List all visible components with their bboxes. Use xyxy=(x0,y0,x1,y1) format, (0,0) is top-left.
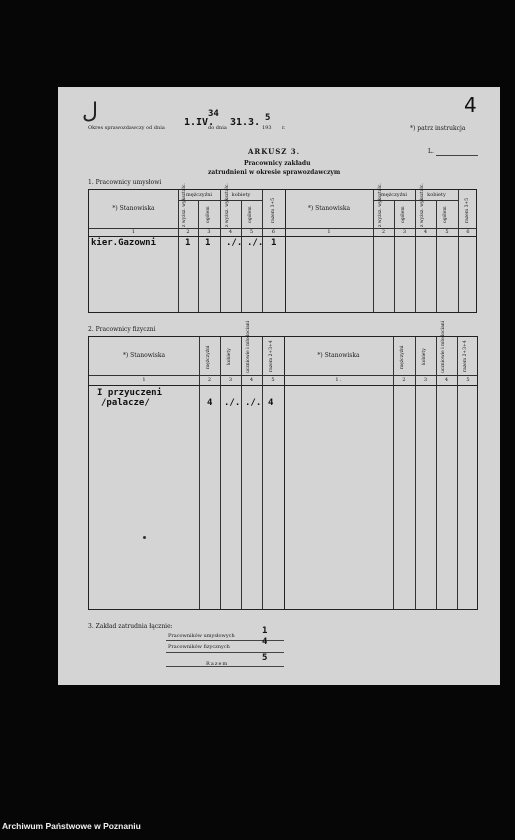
s1-col-trained-men-right: z wyższ. wykształc. xyxy=(378,183,383,227)
s2-colnum-left-1: 1 xyxy=(142,377,146,383)
year-suffix: 193 xyxy=(262,125,272,131)
s1-colnum-right-6: 6 xyxy=(466,229,470,235)
s1-col-positions-left: *) Stanowiska xyxy=(112,205,155,212)
s2-col-men-right: mężczyźni xyxy=(400,345,405,369)
s1-group-men-right: mężczyźni xyxy=(380,192,408,198)
s1-colnum-right-5: 5 xyxy=(445,229,449,235)
s1-col-total-men-left: ogółem xyxy=(206,206,211,223)
document-scan xyxy=(58,87,500,685)
s3-row2-value: 4 xyxy=(262,637,268,647)
period-from: 1.IV. xyxy=(184,117,215,128)
s2-colnum-right-1: 1 . xyxy=(335,377,342,383)
corner-mark-right: 4 xyxy=(464,93,477,117)
s2-col-men-left: mężczyźni xyxy=(206,345,211,369)
s3-row1-label: Pracowników umysłowych xyxy=(168,633,235,639)
s1-col-trained-women-left: z wyższ. wykształc. xyxy=(225,183,230,227)
period-from-sup: 34 xyxy=(208,109,219,119)
s1-group-men-left: mężczyźni xyxy=(185,192,213,198)
s3-total-value: 5 xyxy=(262,653,268,663)
year-r: r. xyxy=(282,125,286,131)
s2-row-c2: 4 xyxy=(207,398,213,408)
s2-row-c3: ./. xyxy=(224,398,241,408)
s3-total-label: Razem xyxy=(206,661,229,667)
period-to-sup: 5 xyxy=(265,113,271,123)
s2-row-c5: 4 xyxy=(268,398,274,408)
s2-col-sum-right: razem 2+3+4 xyxy=(463,340,468,372)
s1-row-position: kier.Gazowni xyxy=(91,238,157,248)
archive-footer: Archiwum Państwowe w Poznaniu xyxy=(2,821,141,831)
s2-colnum-left-5: 5 xyxy=(271,377,275,383)
white-collar-table xyxy=(88,183,477,313)
s2-row-position-line1: I przyuczeni xyxy=(97,388,163,398)
period-to-label: do dnia xyxy=(208,125,227,131)
sheet-title: ARKUSZ 3. xyxy=(248,147,301,156)
s1-colnum-left-5: 5 xyxy=(249,229,254,235)
s1-group-women-right: kobiety xyxy=(427,192,446,198)
s2-colnum-left-3: 3 xyxy=(228,377,233,383)
s2-col-sum-left: razem 2+3+4 xyxy=(269,340,274,372)
l-label: L. xyxy=(428,148,434,155)
s1-row-c5: ./. xyxy=(247,238,264,248)
s2-colnum-left-4: 4 xyxy=(249,377,254,383)
s1-col-trained-men-left: z wyższ. wykształc. xyxy=(182,183,187,227)
s2-colnum-left-2: 2 xyxy=(207,377,212,383)
s1-row-c3: 1 xyxy=(205,238,211,248)
s2-colnum-right-4: 4 xyxy=(444,377,449,383)
s1-colnum-right-4: 4 xyxy=(423,229,428,235)
period-to: 31.3. xyxy=(230,117,261,128)
s1-col-trained-women-right: z wyższ. wykształc. xyxy=(420,183,425,227)
title-line2: zatrudnieni w okresie sprawozdawczym xyxy=(208,169,341,176)
s3-row2-label: Pracowników fizycznych xyxy=(168,644,230,650)
s1-colnum-left-2: 2 xyxy=(186,229,190,235)
s2-colnum-right-3: 3 xyxy=(423,377,428,383)
s1-colnum-left-6: 6 xyxy=(271,229,276,235)
section2-title: 2. Pracownicy fizyczni xyxy=(88,326,156,333)
s2-col-positions-right: *) Stanowiska xyxy=(317,352,360,359)
s2-colnum-right-2: 2 xyxy=(402,377,406,383)
s1-colnum-right-3: 3 xyxy=(402,229,407,235)
period-label: Okres sprawozdawczy od dnia xyxy=(88,125,165,131)
s2-col-apprentices-right: uczniowie i młodociani xyxy=(441,320,446,373)
s1-row-c4: ./. xyxy=(226,238,243,248)
s1-col-positions-right: *) Stanowiska xyxy=(307,205,351,212)
s1-colnum-left-1: 1 xyxy=(131,229,136,235)
s1-colnum-left-4: 4 xyxy=(228,229,233,235)
section1-title: 1. Pracownicy umysłowi xyxy=(88,179,162,186)
s2-col-women-right: kobiety xyxy=(422,348,427,366)
s1-colnum-left-3: 3 xyxy=(207,229,211,235)
s1-colnum-right-1: 1 xyxy=(327,229,331,235)
s1-col-sum-left: razem 3+5 xyxy=(271,197,276,224)
s2-colnum-right-5: 5 xyxy=(466,377,470,383)
s2-col-apprentices-left: uczniowie i młodociani xyxy=(246,320,251,373)
s1-col-total-men-right: ogółem xyxy=(401,206,406,223)
s1-col-total-women-right: ogółem xyxy=(443,206,448,223)
see-instruction: *) patrz instrukcja xyxy=(410,125,466,132)
s3-row1-value: 1 xyxy=(262,626,268,636)
s1-col-sum-right: razem 3+5 xyxy=(465,197,470,224)
s2-col-positions-left: *) Stanowiska xyxy=(122,352,166,359)
s1-group-women-left: kobiety xyxy=(231,192,251,198)
scan-speck xyxy=(143,536,146,539)
s1-row-c2: 1 xyxy=(185,238,191,248)
s2-row-c4: ./. xyxy=(245,398,262,408)
s1-colnum-right-2: 2 xyxy=(381,229,386,235)
section3-title: 3. Zakład zatrudnia łącznie: xyxy=(88,623,173,630)
corner-mark-left: ل xyxy=(82,99,98,124)
s2-row-position-line2: /palacze/ xyxy=(101,398,150,408)
s1-row-c6: 1 xyxy=(271,238,277,248)
title-line1: Pracownicy zakładu xyxy=(244,160,311,167)
s2-col-women-left: kobiety xyxy=(227,348,232,366)
s1-col-total-women-left: ogółem xyxy=(248,206,253,223)
